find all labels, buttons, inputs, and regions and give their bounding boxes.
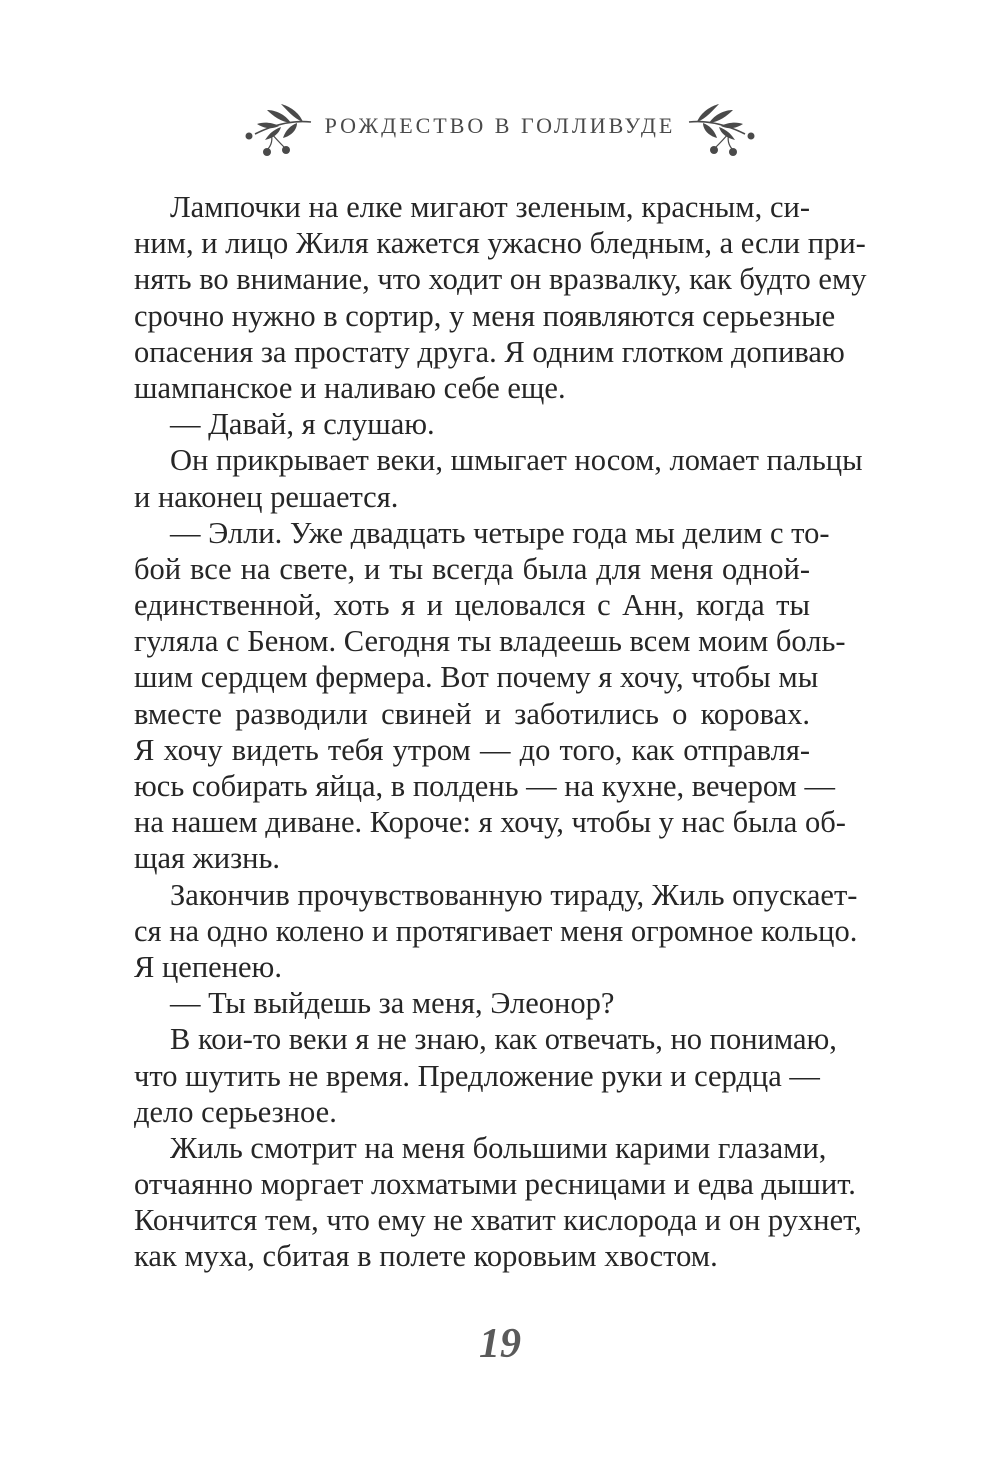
running-title: РОЖДЕСТВО В ГОЛЛИВУДЕ	[324, 113, 676, 138]
text-line: — Элли. Уже двадцать четыре года мы делим с то-	[170, 515, 830, 550]
text-line: юсь собирать яйца, в полдень — на кухне, вечером —	[134, 769, 835, 803]
text-line: единственной, хоть я и целовался с Анн, когда ты	[134, 588, 810, 623]
text-line: Я хочу видеть тебя утром — до того, как отправля-	[134, 732, 810, 767]
text-line: как муха, сбитая в полете коровьим хвостом.	[134, 1239, 718, 1274]
text-line: ся на одно колено и протягивает меня огромное кольцо.	[134, 913, 858, 948]
text-line: гуляла с Беном. Сегодня ты владеешь всем моим боль-	[134, 624, 846, 659]
text-line: опасения за простату друга. Я одним глотком допиваю	[134, 334, 845, 369]
text-line: — Ты выйдешь за меня, Элеонор?	[170, 986, 615, 1021]
text-line: Он прикрывает веки, шмыгает носом, ломает пальцы	[170, 443, 863, 478]
text-line: В кои-то веки я не знаю, как отвечать, но понимаю,	[170, 1022, 837, 1057]
text-line: шампанское и наливаю себе еще.	[134, 370, 566, 405]
text-line: — Давай, я слушаю.	[170, 407, 435, 442]
page-number: 19	[479, 1321, 521, 1367]
text-line: шим сердцем фермера. Вот почему я хочу, чтобы мы	[134, 660, 819, 695]
text-line: срочно нужно в сортир, у меня появляются серьезные	[134, 298, 836, 333]
text-line: и наконец решается.	[134, 479, 399, 514]
text-line: Закончив прочувствованную тираду, Жиль опускает-	[170, 877, 858, 912]
text-line: Кончится тем, что ему не хватит кислорода и он рухнет,	[134, 1203, 862, 1238]
leaf-branch-icon	[241, 100, 313, 160]
leaf-branch-icon	[687, 100, 759, 160]
text-line: щая жизнь.	[134, 841, 280, 876]
text-line: что шутить не время. Предложение руки и сердца —	[134, 1058, 820, 1093]
text-line: нять во внимание, что ходит он вразвалку, как будто ему	[134, 262, 867, 297]
text-line: Жиль смотрит на меня большими карими глазами,	[170, 1130, 827, 1165]
text-line: Лампочки на елке мигают зеленым, красным, си-	[170, 190, 810, 224]
text-line: Я цепенею.	[134, 949, 282, 984]
text-line: бой все на свете, и ты всегда была для меня одной-	[134, 551, 810, 586]
text-line: вместе разводили свиней и заботились о коровах.	[134, 696, 810, 731]
text-line: на нашем диване. Короче: я хочу, чтобы у нас была об-	[134, 805, 846, 840]
text-line: отчаянно моргает лохматыми ресницами и едва дышит.	[134, 1167, 856, 1202]
text-line: дело серьезное.	[134, 1094, 337, 1129]
body-text	[134, 189, 867, 1275]
running-head	[0, 100, 1000, 160]
text-line: ним, и лицо Жиля кажется ужасно бледным, а если при-	[134, 226, 866, 261]
